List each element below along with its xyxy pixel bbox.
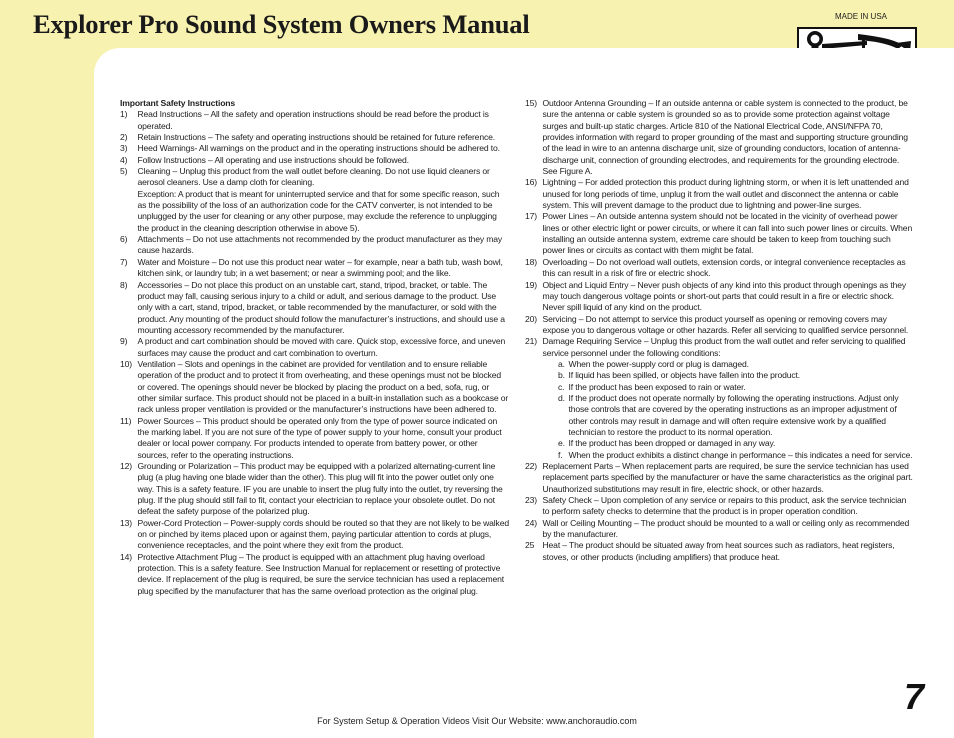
sub-item	[525, 393, 915, 438]
item-text: Accessories – Do not place this product on an unstable cart, stand, tripod, bracket, or table. The product may fall, causing serious injury to a child or adult, and serious damage to the product. Use only with a cart, stand, tripod, bracket, or table recommended by the manufacturer, or sold with the product. Any mounting of the product should follow the manufacturer’s instructions, and should use a mounting accessory recommended by the manufacturer.	[137, 279, 505, 335]
sub-item-text: If the product has been dropped or damaged in any way.	[568, 438, 776, 449]
instruction-item	[120, 132, 510, 143]
item-body	[138, 336, 511, 359]
item-body	[543, 211, 916, 256]
item-body	[543, 518, 916, 541]
item-text: A product and cart combination should be moved with care. Quick stop, excessive force, and uneven surfaces may cause the product and cart combination to overturn.	[137, 336, 506, 358]
page-title: Explorer Pro Sound System Owners Manual	[33, 9, 530, 39]
item-body	[138, 109, 511, 132]
item-text: Read Instructions – All the safety and operation instructions should be read before the product is operated.	[137, 109, 489, 131]
item-text: Attachments – Do not use attachments not recommended by the product manufacturer as they may cause hazards.	[137, 234, 503, 256]
sub-item-text: When the product exhibits a distinct change in performance – this indicates a need for service.	[568, 449, 913, 460]
item-text: Ventilation – Slots and openings in the cabinet are provided for ventilation and to ensure reliable operation of the product and to protect it from overheating, and these openings must not be blocked or covered. The openings should never be blocked by placing the product on a bed, sofa, rug, or other similar surface. This product should not be placed in a built-in installation such as a bookcase or rack unless proper ventilation is provided or the manufacturer’s instructions have been adhered to.	[137, 358, 509, 415]
item-text: Grounding or Polarization – This product may be equipped with a polarized alternating-current line plug (a plug having one blade wider than the other). This plug will fit into the power outlet only one way. This is a safety feature. IF you are unable to insert the plug fully into the outlet, try reversing the plug. If the plug should still fail to fit, contact your electrician to replace your obsolete outlet. Do not defeat the safety purpose of the polarized plug.	[137, 461, 503, 517]
item-number: 14)	[120, 551, 132, 562]
instruction-item	[120, 359, 510, 416]
item-text: Lightning – For added protection this product during lightning storm, or when it is left unattended and unused for long periods of time, unplug it from the wall outlet and disconnect the antenna or cable system. This will prevent damage to the product due to lightning and power-line surges.	[542, 177, 909, 211]
item-body	[138, 280, 511, 337]
item-body	[138, 155, 511, 166]
instruction-item	[525, 461, 915, 495]
item-number: 5)	[120, 166, 128, 177]
item-number: 6)	[120, 234, 128, 245]
item-body	[543, 177, 916, 211]
sub-item-letter: e.	[558, 438, 565, 449]
instruction-item	[525, 518, 915, 541]
sub-item-text: If the product does not operate normally by following the operating instructions. Adjust only those controls that are covered by the operating instructions as an improper adjustment of other controls may result in damage and will often require extensive work by a qualified technician to restore the product to its normal operation.	[568, 392, 899, 437]
item-text: Protective Attachment Plug – The product is equipped with an attachment plug having overload protection. This is a safety feature. See Instruction Manual for replacement or resetting of protective device. If replacement of the plug is required, be sure the service technician has used a replacement plug specified by the manufacturer that has the same overload protection as the original plug.	[137, 551, 505, 596]
instruction-item	[120, 518, 510, 552]
item-text: Water and Moisture – Do not use this product near water – for example, near a bath tub, wash bowl, kitchen sink, or laundry tub; in a wet basement; or near a swimming pool; and the like.	[137, 256, 503, 279]
instruction-item	[525, 495, 915, 518]
section-heading: Important Safety Instructions	[120, 98, 236, 108]
instruction-item	[120, 461, 510, 518]
item-body	[543, 280, 916, 314]
sub-item-text: If liquid has been spilled, or objects have fallen into the product.	[568, 370, 801, 381]
item-number: 9)	[120, 336, 128, 347]
instruction-item	[120, 257, 510, 280]
item-body	[543, 540, 916, 563]
instruction-item	[525, 211, 915, 256]
sub-item-letter: c.	[558, 381, 565, 392]
instruction-item	[120, 552, 510, 597]
instruction-item	[120, 166, 510, 234]
item-number: 4)	[120, 154, 128, 165]
instruction-item	[525, 98, 915, 177]
item-text: Outdoor Antenna Grounding – If an outside antenna or cable system is connected to the product, be sure the antenna or cable system is grounded so as to provide some protection against voltage surges and built-up static charges. Article 810 of the National Electrical Code, ANSI/NFPA 70, provides information with regard to proper grounding of the mast and supporting structure grounding of the lead in wire to an antenna discharge unit, size of grounding conductors, location of antenna-discharge unit, connection of grounding electrodes, and requirements for the grounding electrode. See Figure A.	[542, 98, 908, 177]
item-text: Power Lines – An outside antenna system should not be located in the vicinity of overhead power lines or other electric light or power circuits, or where it can fall into such power lines or circuits. When installing an outside antenna system, extreme care should be taken to keep from touching such power lines or circuits as contact with them might be fatal.	[542, 211, 913, 256]
item-number: 3)	[120, 143, 128, 154]
item-number: 16)	[525, 177, 537, 188]
footer-website-note: For System Setup & Operation Videos Visit Our Website: www.anchoraudio.com	[317, 716, 637, 726]
item-text: Wall or Ceiling Mounting – The product should be mounted to a wall or ceiling only as recommended by the manufacturer.	[542, 517, 910, 540]
left-instruction-list	[120, 109, 510, 597]
right-column	[525, 98, 915, 563]
item-body	[138, 461, 511, 518]
item-body	[138, 143, 511, 154]
sub-item	[525, 382, 915, 393]
item-number: 15)	[525, 98, 537, 108]
instruction-item	[525, 540, 915, 563]
instruction-item	[525, 336, 915, 359]
item-body	[138, 552, 511, 597]
item-text: Cleaning – Unplug this product from the wall outlet before cleaning. Do not use liquid cleaners or aerosol cleaners. Use a damp cloth for cleaning.	[137, 166, 490, 188]
item-number: 23)	[525, 495, 537, 506]
sub-item	[525, 438, 915, 449]
left-column	[120, 98, 510, 597]
item-number: 2)	[120, 132, 128, 143]
item-number: 8)	[120, 279, 128, 290]
instruction-item	[525, 314, 915, 337]
instruction-item	[120, 416, 510, 461]
instruction-item	[120, 143, 510, 154]
item-text: Heat – The product should be situated away from heat sources such as radiators, heat registers, stoves, or other products (including amplifiers) that produce heat.	[542, 540, 895, 562]
instruction-item	[525, 177, 915, 211]
item-number: 11)	[120, 415, 132, 426]
sub-item	[525, 450, 915, 461]
instruction-item	[120, 234, 510, 257]
item-text: Retain Instructions – The safety and operating instructions should be retained for future reference.	[137, 132, 495, 143]
item-body	[138, 359, 511, 416]
item-number: 19)	[525, 279, 537, 290]
item-number: 24)	[525, 517, 537, 528]
item-body	[543, 314, 916, 337]
instruction-item	[525, 280, 915, 314]
item-body	[543, 336, 916, 359]
item-text: Safety Check – Upon completion of any service or repairs to this product, ask the service technician to perform safety checks to determine that the product is in proper operation condition.	[542, 495, 907, 517]
item-body	[138, 257, 511, 280]
item-body	[543, 495, 916, 518]
item-number: 13)	[120, 517, 132, 528]
sub-item-text: If the product has been exposed to rain or water.	[568, 381, 746, 392]
item-body	[138, 518, 511, 552]
item-text: Overloading – Do not overload wall outlets, extension cords, or integral convenience receptacles as this can result in a risk of fire or electric shock.	[542, 256, 906, 279]
item-number: 17)	[525, 211, 537, 222]
item-body	[138, 416, 511, 461]
item-number: 1)	[120, 109, 128, 120]
sub-item	[525, 359, 915, 370]
item-text: Damage Requiring Service – Unplug this product from the wall outlet and refer servicing to qualified service personnel under the following conditions:	[542, 336, 906, 358]
item-exception-text: Exception: A product that is meant for uninterrupted service and that for some specific reason, such as the possibility of the loss of an authorization code for the CATV converter, is not intended to be unplugged by the user for cleaning or any other purpose, may exclude the reference to unplugging the product in the cleaning description otherwise in above 5).	[137, 188, 500, 233]
item-text: Power-Cord Protection – Power-supply cords should be routed so that they are not likely to be walked on or pinched by items placed upon or against them, paying particular attention to cords at plugs, convenience receptacles, and the point where they exit from the product.	[137, 517, 509, 551]
instruction-item	[120, 109, 510, 132]
item-body	[543, 257, 916, 280]
instruction-item	[120, 336, 510, 359]
instruction-item	[120, 280, 510, 337]
item-body	[543, 98, 916, 177]
item-number: 22)	[525, 461, 537, 471]
item-number: 12)	[120, 461, 132, 471]
item-number: 10)	[120, 358, 132, 369]
item-body	[138, 234, 511, 257]
item-body	[543, 461, 916, 495]
item-text: Servicing – Do not attempt to service this product yourself as opening or removing covers may expose you to dangerous voltage or other hazards. Refer all servicing to qualified service personnel.	[542, 313, 909, 335]
item-text: Power Sources – This product should be operated only from the type of power source indicated on the marking label. If you are not sure of the type of power supply to your home, consult your product dealer or local power company. For products intended to operate from battery power, or other sources, refer to the operating instructions.	[137, 415, 502, 460]
sub-item-letter: f.	[558, 449, 563, 460]
sub-item-text: When the power-supply cord or plug is damaged.	[568, 358, 749, 369]
item-body	[138, 166, 511, 234]
item-number: 18)	[525, 256, 537, 267]
sub-item	[525, 370, 915, 381]
item-text: Replacement Parts – When replacement parts are required, be sure the service technician has used replacement parts specified by the manufacturer or have the same characteristics as the original part. Unauthorized substitutions may result in fire, electric shock, or other hazards.	[542, 461, 913, 494]
item-text: Follow Instructions – All operating and use instructions should be followed.	[137, 154, 409, 165]
item-text: Heed Warnings- All warnings on the product and in the operating instructions should be adhered to.	[137, 143, 500, 154]
item-number: 20)	[525, 313, 537, 324]
instruction-item	[120, 155, 510, 166]
right-instruction-list	[525, 98, 915, 563]
item-number: 7)	[120, 256, 128, 267]
item-body	[138, 132, 511, 143]
instruction-item	[525, 257, 915, 280]
page-number: 7	[904, 676, 925, 717]
sub-item-letter: b.	[558, 370, 565, 381]
sub-item-letter: d.	[558, 392, 565, 403]
sub-item-letter: a.	[558, 358, 565, 369]
item-number: 21)	[525, 336, 537, 347]
made-in-usa-label: MADE IN USA	[835, 12, 888, 21]
item-number: 25	[525, 540, 535, 551]
item-text: Object and Liquid Entry – Never push objects of any kind into this product through openings as they may touch dangerous voltage points or short-out parts that could result in a fire or electric shock. Never spill liquid of any kind on the product.	[542, 279, 907, 313]
manual-page	[94, 48, 954, 738]
